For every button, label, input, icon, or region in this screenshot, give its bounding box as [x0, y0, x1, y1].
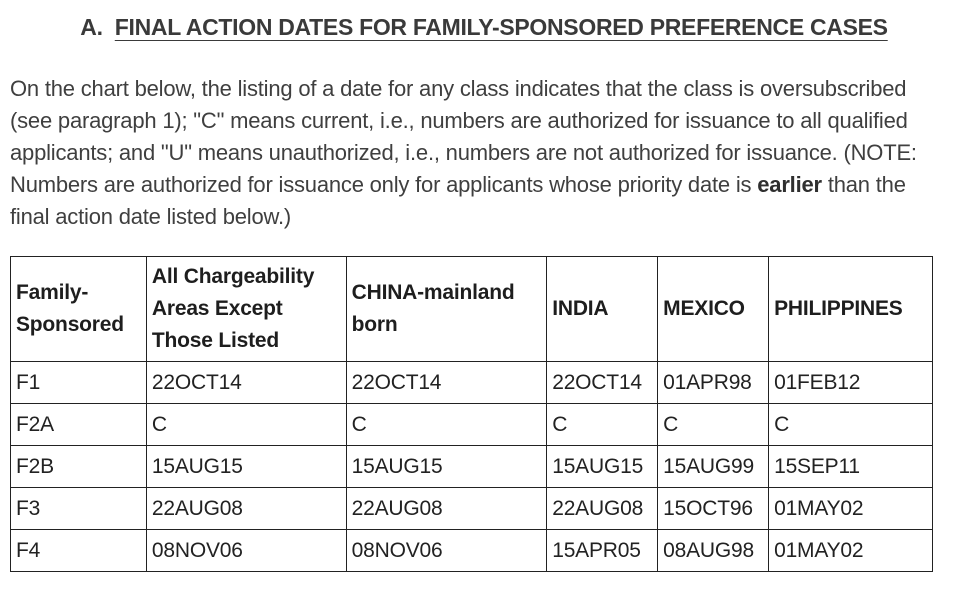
cell-india: 22AUG08 — [547, 488, 658, 530]
cell-philippines: 01FEB12 — [769, 362, 933, 404]
table-row — [11, 404, 933, 446]
cell-mexico: 01APR98 — [658, 362, 769, 404]
cell-all-chargeability: C — [146, 404, 346, 446]
cell-india: C — [547, 404, 658, 446]
cell-india: 22OCT14 — [547, 362, 658, 404]
table-row — [11, 488, 933, 530]
cell-philippines: 15SEP11 — [769, 446, 933, 488]
header-family-sponsored: Family-Sponsored — [11, 257, 147, 362]
header-philippines: PHILIPPINES — [769, 257, 933, 362]
final-action-dates-table — [10, 256, 933, 572]
header-china: CHINA-mainland born — [346, 257, 547, 362]
row-class: F3 — [11, 488, 147, 530]
table-row — [11, 446, 933, 488]
cell-china: C — [346, 404, 547, 446]
intro-text-before: On the chart below, the listing of a date for any class indicates that the class is oversubscribed (see paragraph 1); "C" means current, i.e., numbers are authorized for issuance to all qualified applicants; and "U" means unauthorized, i.e., numbers are not authorized for issuance. (NOTE: Numbers are authorized for issuance only for applicants whose priority date is — [10, 76, 917, 197]
cell-all-chargeability: 08NOV06 — [146, 530, 346, 572]
cell-china: 08NOV06 — [346, 530, 547, 572]
cell-philippines: 01MAY02 — [769, 488, 933, 530]
cell-all-chargeability: 22AUG08 — [146, 488, 346, 530]
row-class: F1 — [11, 362, 147, 404]
row-class: F2A — [11, 404, 147, 446]
section-title: FINAL ACTION DATES FOR FAMILY-SPONSORED PREFERENCE CASES — [114, 14, 888, 40]
cell-mexico: 08AUG98 — [658, 530, 769, 572]
intro-paragraph — [10, 73, 945, 233]
table-row — [11, 362, 933, 404]
table-header-row — [11, 257, 933, 362]
cell-philippines: C — [769, 404, 933, 446]
cell-india: 15AUG15 — [547, 446, 658, 488]
cell-all-chargeability: 15AUG15 — [146, 446, 346, 488]
cell-mexico: 15AUG99 — [658, 446, 769, 488]
header-all-chargeability: All Chargeability Areas Except Those Listed — [146, 257, 346, 362]
intro-emphasis: earlier — [757, 172, 822, 197]
cell-china: 22AUG08 — [346, 488, 547, 530]
cell-mexico: 15OCT96 — [658, 488, 769, 530]
header-mexico: MEXICO — [658, 257, 769, 362]
cell-all-chargeability: 22OCT14 — [146, 362, 346, 404]
cell-philippines: 01MAY02 — [769, 530, 933, 572]
header-india: INDIA — [547, 257, 658, 362]
cell-china: 15AUG15 — [346, 446, 547, 488]
cell-china: 22OCT14 — [346, 362, 547, 404]
table-row — [11, 530, 933, 572]
cell-india: 15APR05 — [547, 530, 658, 572]
cell-mexico: C — [658, 404, 769, 446]
intro-text-after: than the final action date listed below.) — [10, 172, 906, 229]
section-heading — [0, 14, 968, 41]
section-letter: A. — [80, 14, 103, 40]
row-class: F4 — [11, 530, 147, 572]
row-class: F2B — [11, 446, 147, 488]
